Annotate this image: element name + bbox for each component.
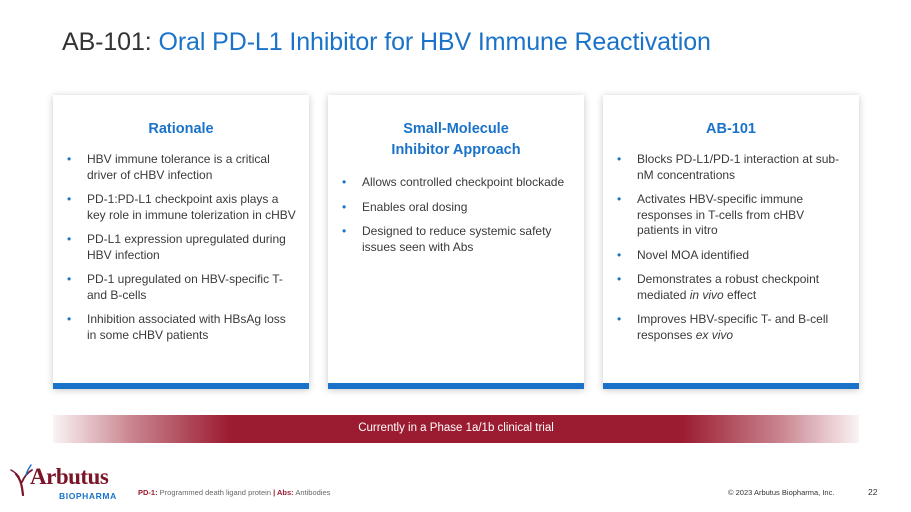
bullet-text: Designed to reduce systemic safety issues seen with Abs <box>362 224 552 254</box>
bullet-dot-icon: • <box>617 272 622 286</box>
bullet-text: Novel MOA identified <box>637 247 750 262</box>
bullet-text: Demonstrates a robust checkpoint mediated <box>637 272 820 302</box>
bullet-text: PD-L1 expression upregulated during HBV infection <box>87 232 286 262</box>
card-ab-101 <box>603 95 859 389</box>
bullet-item <box>63 272 297 303</box>
bullet-dot-icon: • <box>67 152 72 166</box>
slide-title-prefix: AB-101: <box>62 28 159 56</box>
bullet-item <box>63 192 297 223</box>
bullet-text: HBV immune tolerance is a critical driver of cHBV infection <box>87 152 270 182</box>
bullet-text: effect <box>723 287 757 302</box>
bullet-text: Activates HBV-specific immune responses in T-cells from cHBV patients in vitro <box>637 192 805 237</box>
logo-subtitle: BIOPHARMA <box>59 491 117 501</box>
bullet-text: PD-1 upregulated on HBV-specific T- and B-cells <box>87 272 283 302</box>
bullet-item <box>63 312 297 343</box>
slide-title-main: Oral PD-L1 Inhibitor for HBV Immune Reactivation <box>158 28 711 56</box>
footnote-separator: | <box>273 488 276 497</box>
card-heading-line: AB-101 <box>706 121 756 137</box>
bullet-dot-icon: • <box>617 247 622 262</box>
bullet-text: Blocks PD-L1/PD-1 interaction at sub-nM concentrations <box>637 152 840 182</box>
bullet-dot-icon: • <box>67 312 72 326</box>
footnote-abbr-abs: Abs: <box>275 488 294 497</box>
footnote <box>138 488 330 497</box>
bullet-item <box>338 224 572 255</box>
bullet-dot-icon: • <box>67 272 72 286</box>
logo-wordmark: Arbutus <box>30 464 109 489</box>
bullet-list <box>328 175 584 255</box>
card-heading <box>53 95 309 140</box>
bullet-dot-icon: • <box>67 232 72 246</box>
bullet-item <box>613 248 847 264</box>
banner-text: Currently in a Phase 1a/1b clinical trial <box>358 422 554 434</box>
footnote-abbr-pd1: PD-1: <box>138 488 158 497</box>
card-small-molecule-approach <box>328 95 584 389</box>
bullet-list <box>53 152 309 343</box>
card-heading-line: Small-Molecule <box>403 121 509 137</box>
card-heading-line: Rationale <box>148 121 214 137</box>
bullet-text-italic: ex vivo <box>695 327 734 342</box>
footnote-def-pd1: Programmed death ligand protein <box>157 488 274 497</box>
bullet-text: Improves HBV-specific T- and B-cell responses <box>637 312 829 342</box>
bullet-item <box>338 175 572 191</box>
bullet-dot-icon: • <box>342 199 347 214</box>
card-rationale <box>53 95 309 389</box>
copyright-notice: © 2023 Arbutus Biopharma, Inc. <box>728 488 835 497</box>
bullet-text-italic: in vivo <box>689 287 724 302</box>
slide-title <box>62 28 711 57</box>
company-logo <box>10 462 120 502</box>
bullet-item <box>338 200 572 216</box>
bullet-dot-icon: • <box>617 192 622 206</box>
card-heading-line: Inhibitor Approach <box>391 142 521 158</box>
bullet-item <box>63 152 297 183</box>
bullet-item <box>613 192 847 239</box>
bullet-item <box>613 272 847 303</box>
bullet-item <box>613 152 847 183</box>
card-heading <box>603 95 859 140</box>
bullet-dot-icon: • <box>617 312 622 326</box>
bullet-item <box>613 312 847 343</box>
page-number: 22 <box>868 487 878 497</box>
clinical-trial-banner <box>53 415 859 443</box>
bullet-dot-icon: • <box>67 192 72 206</box>
bullet-dot-icon: • <box>342 175 347 189</box>
bullet-text: PD-1:PD-L1 checkpoint axis plays a key role in immune tolerization in cHBV <box>87 192 296 222</box>
bullet-dot-icon: • <box>342 224 347 238</box>
card-heading <box>328 95 584 161</box>
bullet-text: Inhibition associated with HBsAg loss in some cHBV patients <box>87 312 286 342</box>
bullet-text: Allows controlled checkpoint blockade <box>362 175 565 189</box>
bullet-text: Enables oral dosing <box>362 199 468 214</box>
bullet-item <box>63 232 297 263</box>
footnote-def-abs: Antibodies <box>293 488 331 497</box>
bullet-dot-icon: • <box>617 152 622 166</box>
bullet-list <box>603 152 859 343</box>
